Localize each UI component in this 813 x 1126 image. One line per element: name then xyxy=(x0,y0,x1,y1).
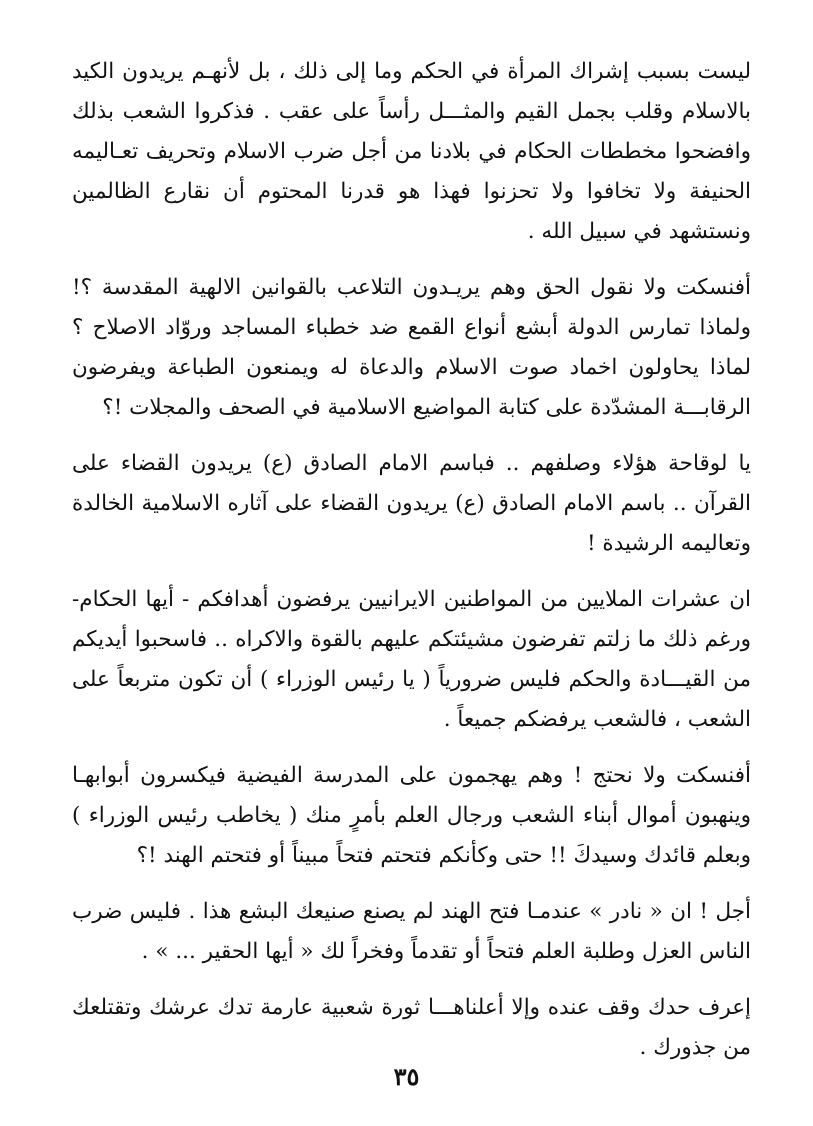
paragraph-3: يا لوقاحة هؤلاء وصلفهم .. فباسم الامام الصادق (ع) يريدون القضاء على القرآن .. باسم الامام الصادق (ع) يريدون القضاء على آثاره الاسلامية الخالدة وتعاليمه الرشيدة ! xyxy=(72,451,751,556)
paragraph-5: أفنسكت ولا نحتج ! وهم يهجمون على المدرسة الفيضية فيكسرون أبوابهـا وينهبون أموال أبناء الشعب ورجال العلم بأمرٍ منك ( يخاطب رئيس الوزراء ) وبعلم قائدك وسيدكَ !! حتى وكأنكم فتحتم فتحاً مبيناً أو فتحتم الهند !؟ xyxy=(72,763,751,868)
paragraph-1: ليست بسبب إشراك المرأة في الحكم وما إلى ذلك ، بل لأنهـم يريدون الكيد بالاسلام وقلب بجمل القيم والمثـــل رأساً على عقب . فذكروا الشعب بذلك وافضحوا مخططات الحكام في بلادنا من أجل ضرب الاسلام وتحريف تعـاليمه الحنيفة ولا تخافوا ولا تحزنوا فهذا هو قدرنا المحتوم أن نقارع الظالمين ونستشهد في سبيل الله . xyxy=(72,59,751,244)
paragraph-2: أفنسكت ولا نقول الحق وهم يريـدون التلاعب بالقوانين الالهية المقدسة ؟! ولماذا تمارس الدولة أبشع أنواع القمع ضد خطباء المساجد وروّاد الاصلاح ؟ لماذا يحاولون اخماد صوت الاسلام والدعاة له ويمنعون الطباعة ويفرضون الرقابـــة المشدّدة على كتابة المواضيع الاسلامية في الصحف والمجلات !؟ xyxy=(72,275,751,420)
body-text xyxy=(72,52,751,1084)
paragraph-7: إعرف حدك وقف عنده وإلا أعلناهـــا ثورة شعبية عارمة تدك عرشك وتقتلعك من جذورك . xyxy=(72,995,751,1060)
page-number: ٣٥ xyxy=(393,1062,420,1091)
paragraph-6: أجل ! ان « نادر » عندمـا فتح الهند لم يصنع صنيعك البشع هذا . فليس ضرب الناس العزل وطلبة العلم فتحاً أو تقدماً وفخراً لك « أيها الحقير ... » . xyxy=(72,899,751,964)
paragraph-4: ان عشرات الملايين من المواطنين الايرانيين يرفضون أهدافكم - أيها الحكام- ورغم ذلك ما زلتم تفرضون مشيئتكم عليهم بالقوة والاكراه .. فاسحبوا أيديكم من القيـــادة والحكم فليس ضرورياً ( يا رئيس الوزراء ) أن تكون متربعاً على الشعب ، فالشعب يرفضكم جميعاً . xyxy=(72,587,751,732)
